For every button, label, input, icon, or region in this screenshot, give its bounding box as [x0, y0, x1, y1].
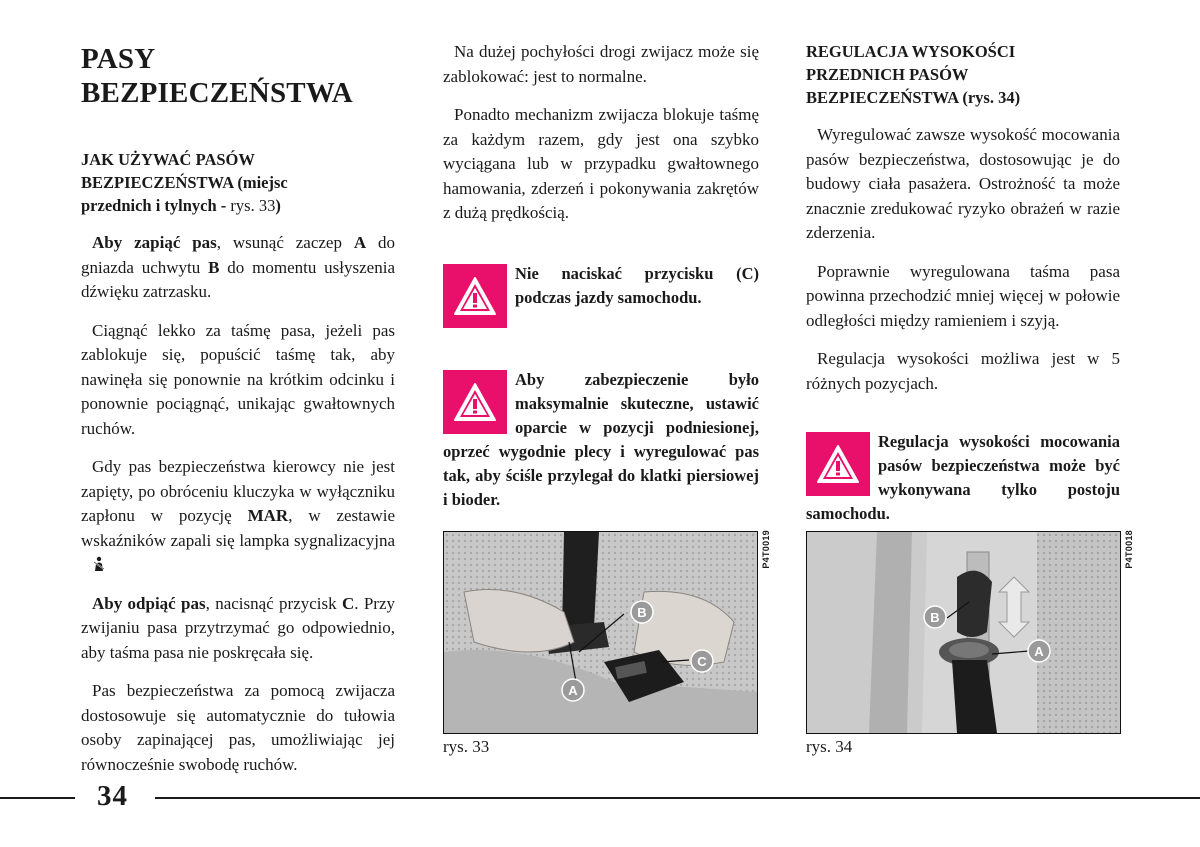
paragraph-belt-position: Poprawnie wyregulowana taśma pasa powinna przechodzić mniej więcej w połowie odległości między ramieniem i szyją. [806, 261, 1120, 330]
warning-box-seat-back [443, 368, 759, 512]
figure-belt-height-adjuster [806, 531, 1121, 734]
paragraph-fasten [81, 231, 395, 305]
bold-text: Aby zapiąć pas [92, 233, 217, 252]
paragraph-unfasten [81, 592, 395, 666]
text: , nacisnąć przycisk [205, 593, 342, 613]
heading-line [81, 194, 395, 217]
svg-text:A: A [568, 683, 578, 698]
text: . [95, 555, 100, 574]
warning-triangle-icon [443, 370, 507, 434]
text: do gniazda uchwytu [81, 233, 395, 277]
heading-line [81, 171, 395, 194]
text: , w zestawie wskaźników zapali się lampka sygnalizacyjna [81, 506, 395, 550]
heading-text: (miejsc [233, 173, 288, 192]
svg-text:B: B [637, 605, 647, 620]
heading-line: BEZPIECZEŃSTWA (rys. 34) [806, 88, 1021, 107]
section-heading-height-adjust [806, 40, 1120, 109]
warning-triangle-icon [443, 264, 507, 328]
label-c-marker [691, 650, 713, 672]
svg-text:A: A [1034, 644, 1044, 659]
column-left [81, 40, 395, 777]
text: , wsunąć zaczep [216, 233, 354, 252]
figure-reference: rys. 33 [230, 196, 276, 215]
bold-text: Aby odpiąć pas [92, 593, 206, 613]
footer-rule-right [155, 797, 1200, 799]
figure-code: P4T0019 [761, 530, 771, 569]
warning-triangle-icon [806, 432, 870, 496]
warning-text: Nie naciskać przycisku ( [515, 263, 742, 283]
paragraph-warning-light [81, 455, 395, 578]
heading-line: REGULACJA WYSOKOŚCI [806, 42, 1016, 61]
figure-caption: rys. 33 [443, 737, 490, 756]
label-b-marker [631, 601, 653, 623]
heading-line: PRZEDNICH PASÓW [806, 65, 969, 84]
text: do momentu usłyszenia dźwięku zatrzasku. [81, 257, 395, 301]
svg-text:B: B [930, 610, 940, 625]
heading-text: przednich i tylnych - [81, 196, 231, 215]
figure-caption: rys. 34 [806, 737, 853, 756]
label-a-marker [1028, 640, 1050, 662]
warning-text: Aby zabezpieczenie było maksymalnie skuteczne, ustawić oparcie w pozycji podniesionej, oprzeć wygodnie plecy i wyregulować pas tak, aby ściśle przylegał do klatki piersiowej i bioder. [443, 369, 759, 509]
page-title-line2: BEZPIECZEŃSTWA [81, 77, 353, 109]
heading-text: BEZPIECZEŃSTWA [81, 173, 234, 192]
column-right [806, 40, 1120, 526]
label-c: C [741, 263, 754, 283]
paragraph-retractor-lock: Ponadto mechanizm zwijacza blokuje taśmę za każdym razem, gdy jest ona szybko wyciągana lub w przypadku gwałtownego hamowania, zderzeń i pokonywania zakrętów z dużą prędkością. [443, 105, 759, 222]
label-b-marker [924, 606, 946, 628]
heading-line: JAK UŻYWAĆ PASÓW [81, 150, 255, 169]
warning-box-button [443, 262, 759, 330]
column-middle [443, 40, 759, 512]
paragraph-retractor: Pas bezpieczeństwa za pomocą zwijacza dostosowuje się automatycznie do tułowia osoby zapinającej pas, umożliwiając jej równocześnie swobodę ruchów. [81, 681, 395, 774]
heading-text: ) [275, 196, 281, 215]
figure-code: P4T0018 [1124, 530, 1134, 569]
page-number: 34 [97, 780, 128, 812]
key-position: MAR [247, 506, 289, 525]
paragraph-positions: Regulacja wysokości możliwa jest w 5 różnych pozycjach. [806, 349, 1120, 393]
page-title-line1: PASY [81, 43, 156, 75]
footer-rule-left [0, 797, 75, 799]
paragraph-pull-belt: Ciągnąć lekko za taśmę pasa, jeżeli pas zablokuje się, popuścić taśmę tak, aby nawinęła się ponownie na krótkim odcinku i ponownie pociągnąć, unikając gwałtownych ruchów. [81, 320, 395, 438]
svg-text:C: C [697, 654, 707, 669]
seatbelt-warning-light-icon [81, 555, 95, 571]
paragraph-slope: Na dużej pochyłości drogi zwijacz może się zablokować: jest to normalne. [443, 42, 759, 86]
label-a-marker [562, 679, 584, 701]
warning-text: ) podczas jazdy samochodu. [515, 263, 759, 307]
warning-box-height-adjust [806, 430, 1120, 526]
label-c: C [341, 593, 355, 613]
label-a: A [353, 233, 367, 252]
warning-text: Regulacja wysokości mocowania pasów bezpieczeństwa może być wykonywana tylko postoju samochodu. [806, 432, 1120, 523]
paragraph-adjust-always: Wyregulować zawsze wysokość mocowania pasów bezpieczeństwa, dostosowując je do budowy ciała pasażera. Ostrożność ta może znacznie zredukować ryzyko obrażeń w razie zderzenia. [806, 125, 1120, 242]
section-heading-fastening [81, 148, 395, 217]
label-b: B [208, 257, 220, 277]
page-title [81, 42, 395, 110]
figure-seatbelt-buckle [443, 531, 758, 734]
text: Gdy pas bezpieczeństwa kierowcy nie jest zapięty, po obróceniu kluczyka w wyłączniku zapłonu w pozycję [81, 457, 395, 525]
text: . Przy zwijaniu pasa przytrzymać go odpowiednio, aby taśma pasa nie poskręcała się. [81, 593, 395, 662]
